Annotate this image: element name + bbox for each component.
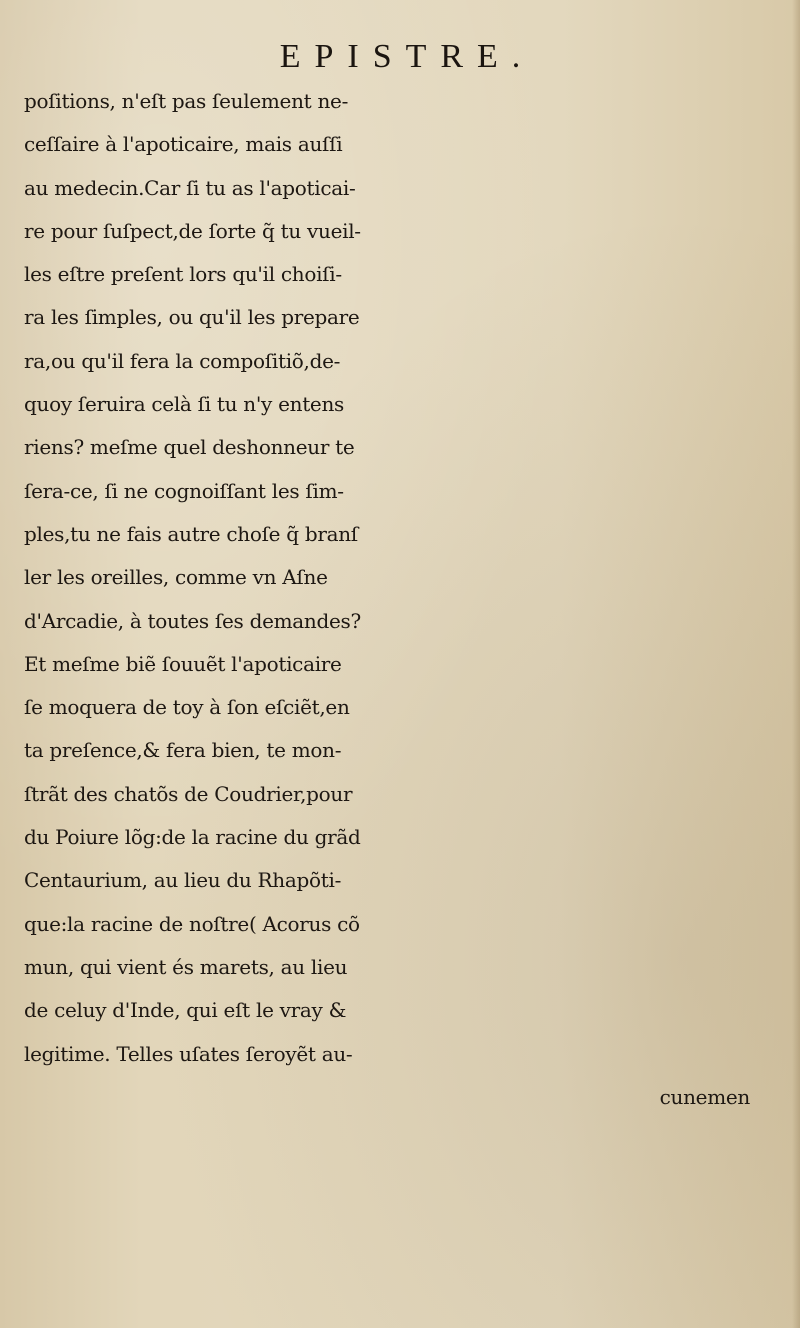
text-line: ſera-ce, ſi ne cognoiſſant les ſim- xyxy=(24,478,344,503)
text-line: d'Arcadie, à toutes ſes demandes? xyxy=(24,608,361,633)
text-line: mun, qui vient és marets, au lieu xyxy=(24,954,348,979)
text-line: quoy ſeruira celà ſi tu n'y entens xyxy=(24,392,345,417)
text-line: ler les oreilles, comme vn Aſne xyxy=(24,565,328,590)
page-edge-shadow xyxy=(792,0,800,1328)
text-line: legitime. Telles uſates ſeroyẽt au- xyxy=(24,1041,353,1066)
text-line: Et meſme biẽ ſouuẽt l'apoticaire xyxy=(24,651,342,676)
text-line: ra les ſimples, ou qu'il les prepare xyxy=(24,305,360,330)
body-text xyxy=(24,80,784,1119)
text-line: ſe moquera de toy à ſon eſciẽt,en xyxy=(24,695,350,720)
text-line: au medecin.Car ſi tu as l'apoticai- xyxy=(24,175,356,200)
text-line: ples,tu ne fais autre choſe q̃ branſ xyxy=(24,521,358,546)
text-line: que:la racine de noſtre( Acorus cõ xyxy=(24,911,360,936)
text-line: riens? meſme quel deshonneur te xyxy=(24,435,355,460)
text-line: les eſtre preſent lors qu'il choiſi- xyxy=(24,262,342,287)
text-line: de celuy d'Inde, qui eſt le vray & xyxy=(24,998,347,1023)
running-header: EPISTRE. xyxy=(279,38,535,75)
text-line: poſitions, n'eſt pas ſeulement ne- xyxy=(24,89,349,113)
text-line: Centaurium, au lieu du Rhapõti- xyxy=(24,868,342,893)
catchword: cunemen xyxy=(659,1084,750,1109)
text-line: re pour ſuſpect,de ſorte q̃ tu vueil- xyxy=(24,218,361,243)
text-line: ceſſaire à l'apoticaire, mais auſſi xyxy=(24,132,343,157)
text-line: ſtrãt des chatõs de Coudrier,pour xyxy=(24,781,353,806)
text-line: ra,ou qu'il fera la compoſitiõ,de- xyxy=(24,348,341,373)
text-line: du Poiure lõg:de la racine du grãd xyxy=(24,825,361,850)
text-line: ta preſence,& fera bien, te mon- xyxy=(24,738,342,763)
